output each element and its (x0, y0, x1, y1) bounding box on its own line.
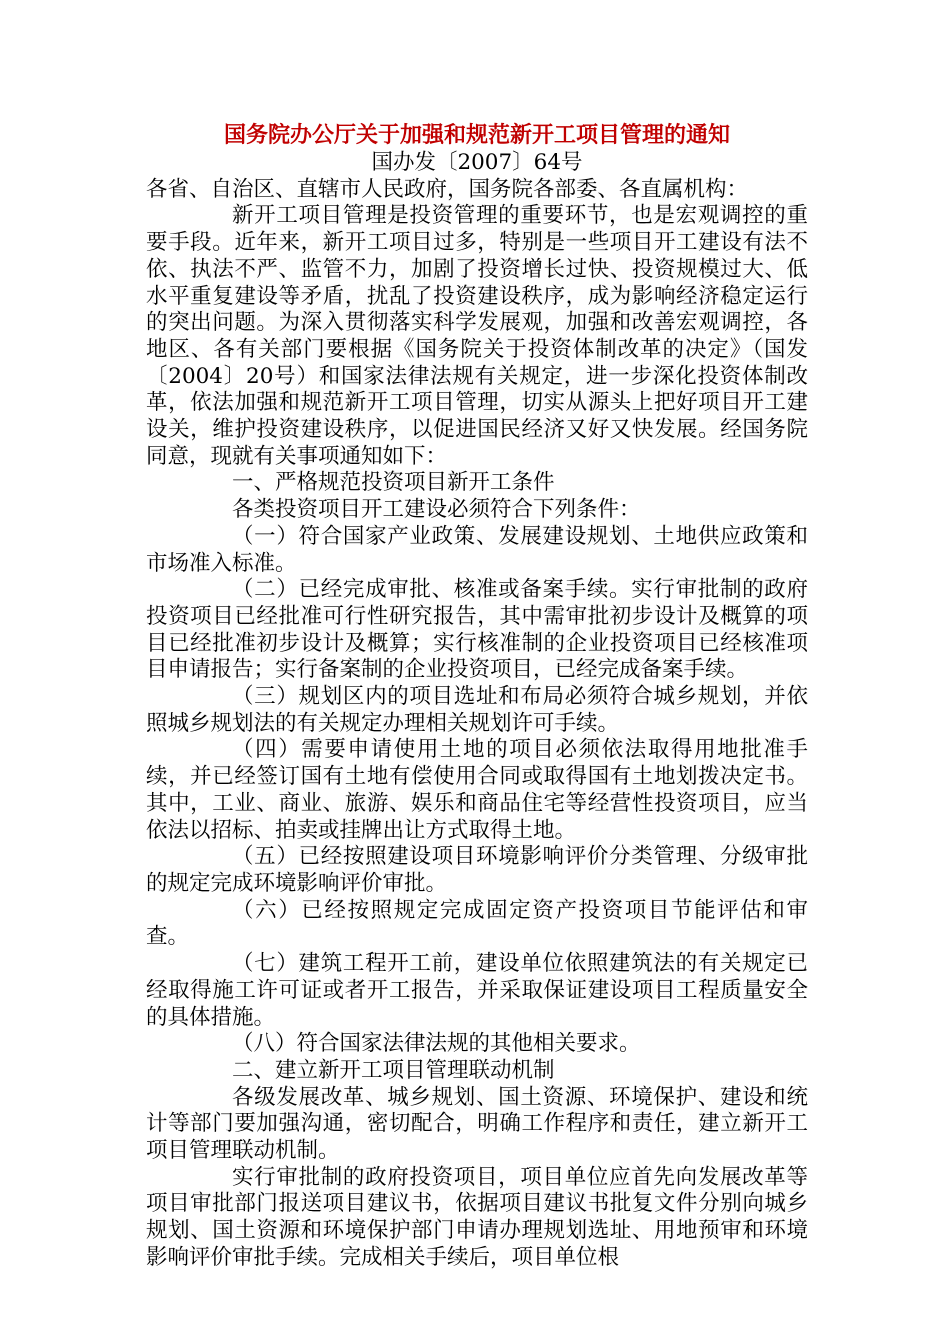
condition-item-2: （二）已经完成审批、核准或备案手续。实行审批制的政府投资项目已经批准可行性研究报告，其中需审批初步设计及概算的项目已经批准初步设计及概算；实行核准制的企业投资项目已经核准项目申请报告；实行备案制的企业投资项目，已经完成备案手续。 (146, 577, 808, 683)
document-body (146, 120, 808, 1272)
salutation: 各省、自治区、直辖市人民政府，国务院各部委、各直属机构： (146, 176, 749, 202)
condition-item-7: （七）建筑工程开工前，建设单位依照建筑法的有关规定已经取得施工许可证或者开工报告，并采取保证建设项目工程质量安全的具体措施。 (146, 951, 808, 1030)
section-heading-2: 二、建立新开工项目管理联动机制 (232, 1057, 555, 1083)
paragraph: 实行审批制的政府投资项目，项目单位应首先向发展改革等项目审批部门报送项目建议书，依据项目建议书批复文件分别向城乡规划、国土资源和环境保护部门申请办理规划选址、用地预审和环境影响评价审批手续。完成相关手续后，项目单位根 (146, 1164, 808, 1270)
condition-item-4: （四）需要申请使用土地的项目必须依法取得用地批准手续，并已经签订国有土地有偿使用合同或取得国有土地划拨决定书。其中，工业、商业、旅游、娱乐和商品住宅等经营性投资项目，应当依法以招标、拍卖或挂牌出让方式取得土地。 (146, 737, 808, 843)
condition-item-8: （八）符合国家法律法规的其他相关要求。 (232, 1031, 641, 1057)
condition-item-5: （五）已经按照建设项目环境影响评价分类管理、分级审批的规定完成环境影响评价审批。 (146, 844, 808, 896)
document-title: 国务院办公厅关于加强和规范新开工项目管理的通知 (223, 122, 730, 148)
document-number: 国办发〔2007〕64号 (371, 150, 583, 175)
condition-item-3: （三）规划区内的项目选址和布局必须符合城乡规划，并依照城乡规划法的有关规定办理相关规划许可手续。 (146, 684, 808, 736)
section-heading-1: 一、严格规范投资项目新开工条件 (232, 470, 555, 496)
condition-item-1: （一）符合国家产业政策、发展建设规划、土地供应政策和市场准入标准。 (146, 523, 808, 576)
condition-item-6: （六）已经按照规定完成固定资产投资项目节能评估和审查。 (146, 897, 808, 950)
paragraph-intro: 新开工项目管理是投资管理的重要环节，也是宏观调控的重要手段。近年来，新开工项目过多，特别是一些项目开工建设有法不依、执法不严、监管不力，加剧了投资增长过快、投资规模过大、低水平重复建设等矛盾，扰乱了投资建设秩序，成为影响经济稳定运行的突出问题。为深入贯彻落实科学发展观，加强和改善宏观调控，各地区、各有关部门要根据《国务院关于投资体制改革的决定》（国发〔2004〕20号）和国家法律法规有关规定，进一步深化投资体制改革，依法加强和规范新开工项目管理，切实从源头上把好项目开工建设关，维护投资建设秩序，以促进国民经济又好又快发展。经国务院同意，现就有关事项通知如下： (146, 203, 808, 469)
paragraph: 各类投资项目开工建设必须符合下列条件： (232, 497, 641, 523)
paragraph: 各级发展改革、城乡规划、国土资源、环境保护、建设和统计等部门要加强沟通，密切配合，明确工作程序和责任，建立新开工项目管理联动机制。 (146, 1084, 808, 1164)
